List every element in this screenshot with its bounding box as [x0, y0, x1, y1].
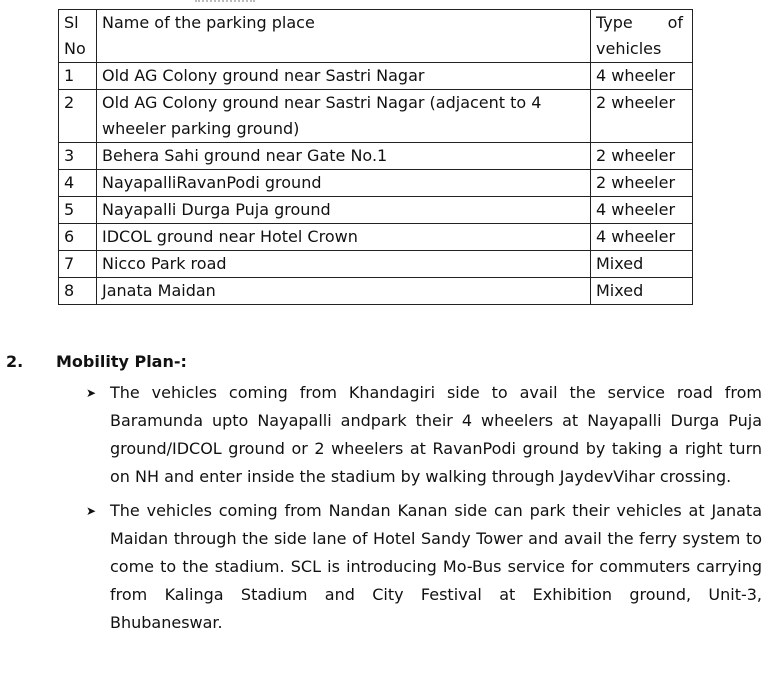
table-row — [59, 251, 693, 278]
row-parking-place: Old AG Colony ground near Sastri Nagar (adjacent to 4 wheeler parking ground) — [97, 90, 591, 143]
row-parking-place: Old AG Colony ground near Sastri Nagar — [97, 63, 591, 90]
row-vehicle-type: Mixed — [591, 251, 693, 278]
row-parking-place: Behera Sahi ground near Gate No.1 — [97, 143, 591, 170]
scan-mark — [195, 0, 255, 5]
parking-places-table — [58, 9, 693, 305]
table-row — [59, 170, 693, 197]
row-vehicle-type: 4 wheeler — [591, 197, 693, 224]
table-row — [59, 63, 693, 90]
bullet-text: The vehicles coming from Khandagiri side to avail the service road from Baramunda upto Nayapalli andpark their 4 wheelers at Nayapalli Durga Puja ground/IDCOL ground or 2 wheelers at RavanPodi ground by taking a right turn on NH and enter inside the stadium by walking through JaydevVihar crossing. — [110, 383, 762, 486]
row-vehicle-type: 2 wheeler — [591, 143, 693, 170]
row-sl: 2 — [59, 90, 97, 143]
row-vehicle-type: Mixed — [591, 278, 693, 305]
arrow-bullet-icon: ➤ — [86, 386, 97, 400]
arrow-bullet-icon: ➤ — [86, 504, 97, 518]
header-vehicle-type: Type of vehicles — [591, 10, 693, 63]
list-item — [86, 379, 762, 491]
row-sl: 8 — [59, 278, 97, 305]
row-parking-place: Nayapalli Durga Puja ground — [97, 197, 591, 224]
section-number: 2. — [6, 352, 24, 371]
table-row — [59, 197, 693, 224]
row-parking-place: Nicco Park road — [97, 251, 591, 278]
header-parking-place: Name of the parking place — [97, 10, 591, 63]
row-sl: 7 — [59, 251, 97, 278]
section-title: Mobility Plan-: — [56, 352, 187, 371]
row-sl: 4 — [59, 170, 97, 197]
row-parking-place: IDCOL ground near Hotel Crown — [97, 224, 591, 251]
row-vehicle-type: 2 wheeler — [591, 90, 693, 143]
table-row — [59, 278, 693, 305]
header-sl-no: Sl No — [59, 10, 97, 63]
mobility-plan-list — [86, 379, 762, 643]
table-row — [59, 224, 693, 251]
row-sl: 5 — [59, 197, 97, 224]
row-sl: 6 — [59, 224, 97, 251]
row-sl: 1 — [59, 63, 97, 90]
table-row — [59, 143, 693, 170]
row-vehicle-type: 4 wheeler — [591, 224, 693, 251]
bullet-text: The vehicles coming from Nandan Kanan side can park their vehicles at Janata Maidan through the side lane of Hotel Sandy Tower and avail the ferry system to come to the stadium. SCL is introducing Mo-Bus service for commuters carrying from Kalinga Stadium and City Festival at Exhibition ground, Unit-3, Bhubaneswar. — [110, 501, 762, 632]
table-header-row — [59, 10, 693, 63]
row-vehicle-type: 4 wheeler — [591, 63, 693, 90]
table-row — [59, 90, 693, 143]
row-parking-place: NayapalliRavanPodi ground — [97, 170, 591, 197]
row-sl: 3 — [59, 143, 97, 170]
row-vehicle-type: 2 wheeler — [591, 170, 693, 197]
row-parking-place: Janata Maidan — [97, 278, 591, 305]
list-item — [86, 497, 762, 637]
